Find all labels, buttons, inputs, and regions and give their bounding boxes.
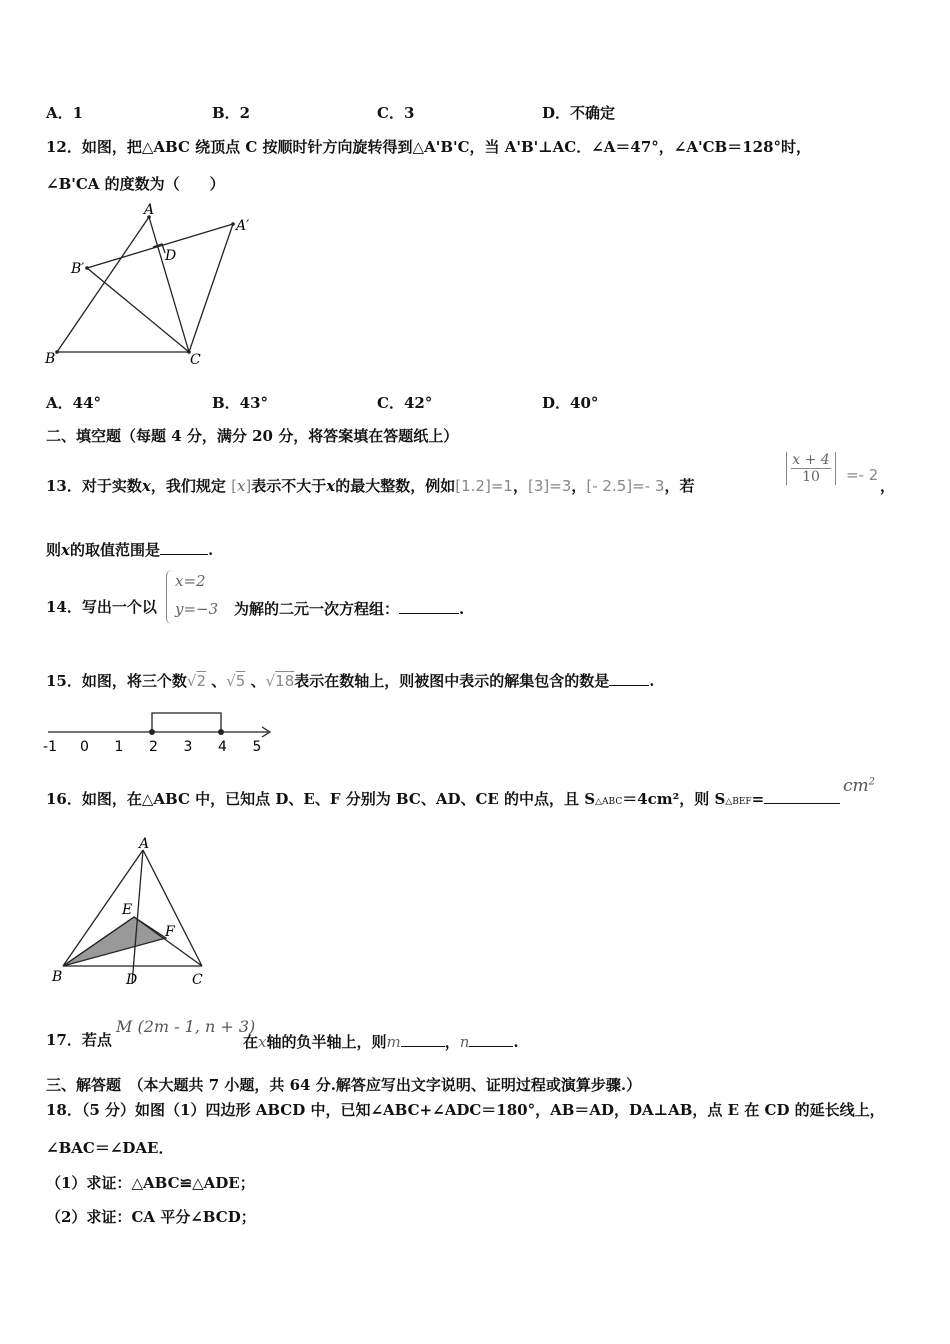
q11-option-c: C．3 bbox=[377, 104, 415, 122]
q16-label-f: F bbox=[165, 924, 175, 940]
section-3-title: 三、解答题 （本大题共 7 小题，共 64 分.解答应写出文字说明、证明过程或演算步骤.） bbox=[46, 1076, 642, 1094]
q15-number-line bbox=[40, 706, 280, 756]
q13-answer-blank[interactable] bbox=[160, 538, 208, 555]
q14-system-brace: x=2 y=−3 bbox=[166, 570, 231, 624]
q13-line2: 则x的取值范围是 . bbox=[46, 538, 213, 560]
q12-figure bbox=[40, 200, 270, 370]
q18-part2: （2）求证：CA 平分∠BCD； bbox=[46, 1208, 256, 1226]
q12-stem-line2: ∠B'CA 的度数为（ ） bbox=[46, 175, 225, 193]
q12-segment-bprime-aprime bbox=[87, 224, 233, 268]
q17-point: M (2m - 1, n + 3) bbox=[116, 1017, 256, 1036]
q17-answer-blank-m[interactable] bbox=[401, 1030, 445, 1047]
q12-segment-bprime-c bbox=[87, 268, 189, 352]
q17-rest: 在x轴的负半轴上，则m ，n . bbox=[243, 1030, 519, 1052]
q16-label-c: C bbox=[192, 972, 203, 988]
q11-option-a: A．1 bbox=[46, 104, 84, 122]
section-2-title: 二、填空题（每题 4 分，满分 20 分，将答案填在答题纸上） bbox=[46, 427, 459, 445]
q15-tick-label: 5 bbox=[252, 739, 262, 755]
q15-tick-label: 2 bbox=[149, 739, 158, 755]
q16-label-a: A bbox=[139, 836, 150, 852]
q16-unit: $cm^2$ bbox=[843, 776, 876, 796]
q15-tick-label: -1 bbox=[43, 739, 57, 755]
q16-segment-ac bbox=[143, 850, 202, 966]
q17-answer-blank-n[interactable] bbox=[469, 1030, 513, 1047]
q15-tick-label: 3 bbox=[183, 739, 193, 755]
q14-prefix: 14．写出一个以 bbox=[46, 598, 157, 616]
q14-suffix: 为解的二元一次方程组： . bbox=[234, 597, 464, 619]
q16-label-e: E bbox=[122, 902, 133, 918]
q12-option-d: D．40° bbox=[542, 394, 599, 412]
q12-label-b: B bbox=[45, 351, 56, 367]
q16-label-d: D bbox=[126, 972, 138, 988]
q13-fraction-value: =- 2 bbox=[846, 466, 879, 484]
q12-option-b: B．43° bbox=[212, 394, 269, 412]
q15-point-4 bbox=[218, 729, 224, 735]
q16-shaded-triangle-bef bbox=[63, 917, 166, 966]
q12-segment-ab bbox=[57, 217, 149, 352]
q15-answer-blank[interactable] bbox=[609, 669, 649, 686]
q17-prefix: 17．若点 bbox=[46, 1031, 112, 1049]
q12-label-c: C bbox=[190, 352, 201, 368]
q11-option-b: B．2 bbox=[212, 104, 251, 122]
q13-comma: ， bbox=[880, 477, 896, 495]
q11-option-d: D．不确定 bbox=[542, 104, 616, 122]
q18-line2: ∠BAC＝∠DAE． bbox=[46, 1139, 174, 1157]
q13-line1: 13．对于实数x，我们规定 [x]表示不大于x的最大整数，例如[1.2]=1，[3]=3，[- 2.5]=- 3，若 bbox=[46, 477, 695, 495]
q15-interval-bracket bbox=[152, 713, 221, 732]
q12-label-a-prime: A′ bbox=[236, 218, 250, 234]
q16-line: 16．如图，在△ABC 中，已知点 D、E、F 分别为 BC、AD、CE 的中点，且 S△ABC＝4cm²，则 S△BEF= bbox=[46, 787, 840, 812]
q15-line: 15．如图，将三个数√2 、√5 、√18表示在数轴上，则被图中表示的解集包含的数是 . bbox=[46, 669, 655, 691]
q12-option-a: A．44° bbox=[46, 394, 102, 412]
q15-tick-label: 1 bbox=[114, 739, 124, 755]
q18-line1: 18．（5 分）如图（1）四边形 ABCD 中，已知∠ABC+∠ADC＝180°，AB＝AD，DA⊥AB，点 E 在 CD 的延长线上， bbox=[46, 1101, 885, 1119]
q18-part1: （1）求证：△ABC≌△ADE； bbox=[46, 1174, 255, 1192]
q15-tick-label: 0 bbox=[80, 739, 89, 755]
q12-stem-line1: 12．如图，把△ABC 绕顶点 C 按顺时针方向旋转得到△A'B'C，当 A'B'⊥AC．∠A＝47°，∠A'CB＝128°时， bbox=[46, 138, 812, 156]
q15-point-2 bbox=[149, 729, 155, 735]
q16-figure bbox=[44, 836, 224, 992]
q14-answer-blank[interactable] bbox=[399, 597, 459, 614]
q15-tick-label: 4 bbox=[218, 739, 227, 755]
q12-segment-ac bbox=[149, 217, 189, 352]
q12-option-c: C．42° bbox=[377, 394, 433, 412]
q16-answer-blank[interactable] bbox=[764, 787, 840, 804]
q13-fraction: x + 4 10 bbox=[786, 452, 836, 485]
q12-label-d: D bbox=[165, 248, 177, 264]
q12-label-a: A bbox=[144, 202, 155, 218]
q12-segment-aprime-c bbox=[189, 224, 233, 352]
q16-label-b: B bbox=[52, 969, 63, 985]
q12-label-b-prime: B′ bbox=[71, 261, 85, 277]
